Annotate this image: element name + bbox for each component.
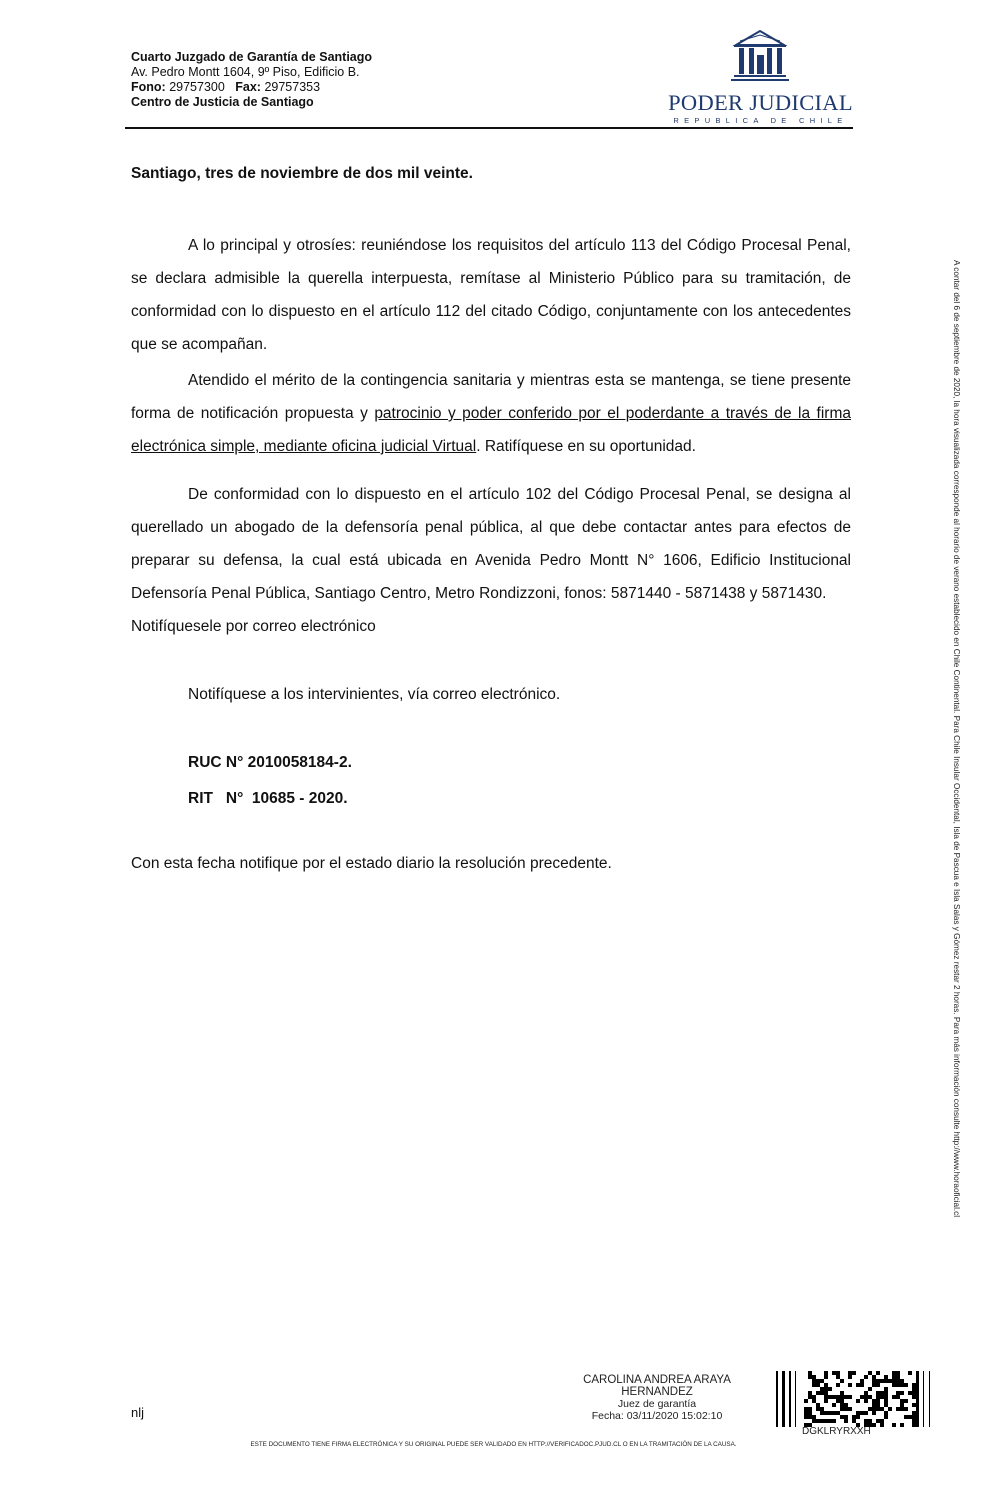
signer-role: Juez de garantía xyxy=(617,1398,697,1410)
paragraph-defense xyxy=(131,478,851,643)
signature-block xyxy=(548,1374,766,1422)
paragraph-defense-last: Notifíquesele por correo electrónico xyxy=(131,618,376,635)
initials: nlj xyxy=(131,1405,145,1420)
court-name: Cuarto Juzgado de Garantía de Santiago xyxy=(131,50,373,64)
ruc-number: RUC N° 2010058184-2. xyxy=(188,754,352,771)
paragraph-notification xyxy=(131,364,851,463)
verification-code: DGKLRYRXXH xyxy=(802,1426,871,1437)
validation-footer: ESTE DOCUMENTO TIENE FIRMA ELECTRÓNICA Y SU ORIGINAL PUEDE SER VALIDADO EN HTTP://VERIFICADOC.PJUD.CL O EN LA TRAMITACIÓN DE LA CAUSA. xyxy=(250,1441,737,1448)
logo-subtitle: REPUBLICA DE CHILE xyxy=(673,116,848,125)
rit-number: RIT N° 10685 - 2020. xyxy=(188,790,348,807)
phone-number: 29757300 xyxy=(169,80,225,94)
court-address: Av. Pedro Montt 1604, 9º Piso, Edificio B. xyxy=(131,65,360,79)
barcode-icon xyxy=(776,1371,936,1427)
paragraph-defense-text: De conformidad con lo dispuesto en el artículo 102 del Código Procesal Penal, se designa al querellado un abogado de la defensoría penal pública, al que debe contactar antes para efectos de preparar su defensa, la cual está ubicada en Avenida Pedro Montt N° 1606, Edificio Institucional Defensoría Penal Pública, Santiago Centro, Metro Rondizzoni, fonos: 5871440 - 5871438 y 5871430. xyxy=(131,486,851,602)
fax-label: Fax: xyxy=(235,80,261,94)
court-header xyxy=(131,50,372,110)
paragraph-notification-underlined: patrocinio y poder conferido por el poderdante a través de la firma electrónica simple, mediante oficina judicial Virtual xyxy=(131,405,851,455)
signer-name-line1: CAROLINA ANDREA ARAYA xyxy=(583,1374,731,1386)
justice-center: Centro de Justicia de Santiago xyxy=(131,95,314,109)
poder-judicial-logo xyxy=(668,28,853,128)
notify-line: Notifíquese a los intervinientes, vía correo electrónico. xyxy=(188,686,561,703)
header-divider xyxy=(125,127,853,129)
date-line: Santiago, tres de noviembre de dos mil veinte. xyxy=(131,165,473,182)
time-note xyxy=(950,260,962,1218)
signature-date: Fecha: 03/11/2020 15:02:10 xyxy=(591,1410,723,1422)
phone-label: Fono: xyxy=(131,80,166,94)
court-contact xyxy=(131,80,372,95)
paragraph-admissibility: A lo principal y otrosíes: reuniéndose los requisitos del artículo 113 del Código Procesal Penal, se declara admisible la querella interpuesta, remítase al Ministerio Público para su tramitación, de conformidad con lo dispuesto en el artículo 112 del citado Código, conjuntamente con los antecedentes que se acompañan. xyxy=(131,237,851,353)
courthouse-icon xyxy=(668,28,853,90)
fax-number: 29757353 xyxy=(264,80,321,94)
paragraph-notification-start: Atendido el mérito de la contingencia sanitaria y mientras esta se mantenga, se tiene presente forma de notificación propuesta y xyxy=(131,372,851,422)
time-note-text: A contar del 6 de septiembre de 2020, la hora visualizada corresponde al horario de verano establecido en Chile Continental. Para Chile Insular Occidental, Isla de Pascua e Isla Salas y Gómez restar 2 horas. Para más información consulte http://www.horaoficial.cl xyxy=(952,260,961,1218)
paragraph-notification-end: . Ratifíquese en su oportunidad. xyxy=(476,438,696,455)
closing-line: Con esta fecha notifique por el estado diario la resolución precedente. xyxy=(131,855,612,872)
signer-name-line2: HERNANDEZ xyxy=(621,1386,693,1398)
logo-name: PODER JUDICIAL xyxy=(668,90,853,115)
